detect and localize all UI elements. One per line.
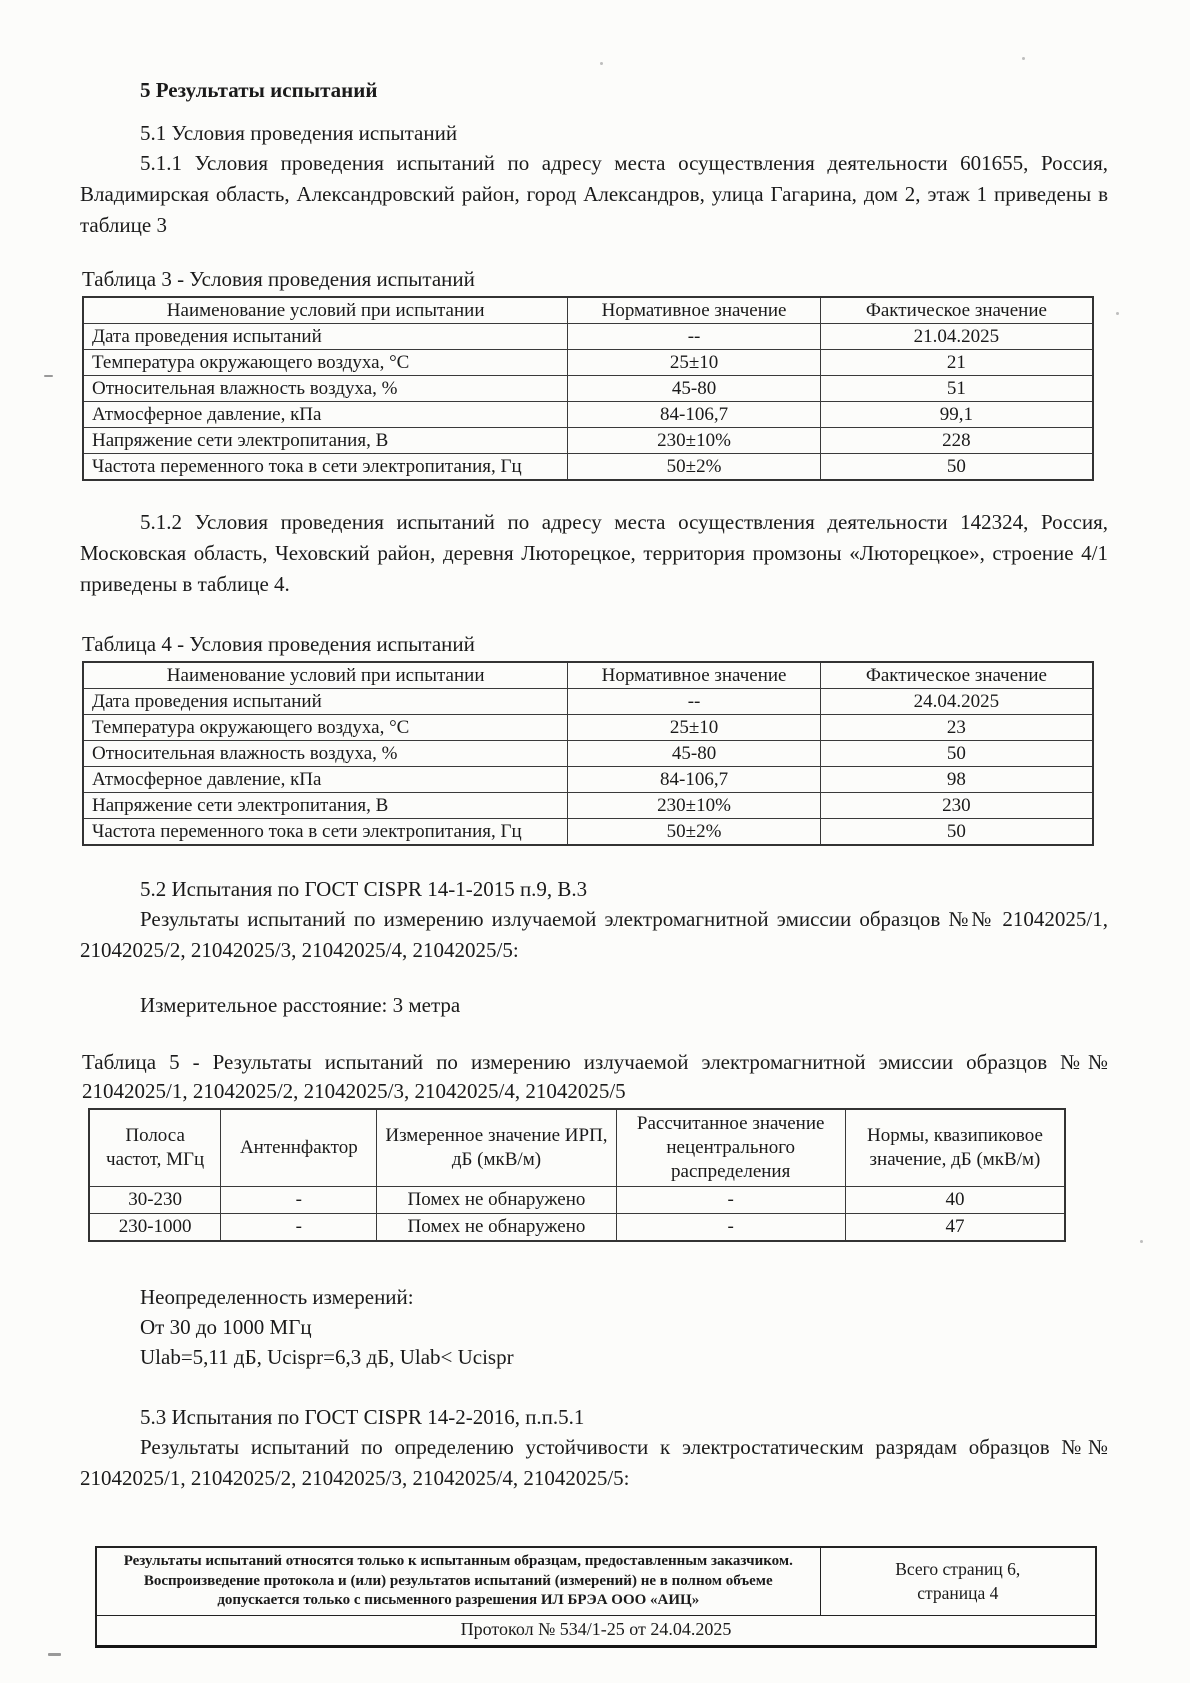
section-5-3-heading: 5.3 Испытания по ГОСТ CISPR 14-2-2016, п.п.5.1 — [140, 1405, 585, 1429]
table-row — [83, 741, 1093, 767]
scan-artifact — [1116, 312, 1119, 315]
table-cell: 24.04.2025 — [820, 689, 1093, 715]
paragraph-5-1-1: 5.1.1 Условия проведения испытаний по адресу места осуществления деятельности 601655, Россия, Владимирская область, Александровский район, город Александров, улица Гагарина, дом 2, этаж 1 приведены в таблице 3 — [80, 151, 1108, 237]
table5-caption: Таблица 5 - Результаты испытаний по измерению излучаемой электромагнитной эмиссии образцов №№ 21042025/1, 21042025/2, 21042025/3, 21042025/4, 21042025/5 — [82, 1050, 1108, 1103]
table-row — [83, 402, 1093, 428]
column-header: Фактическое значение — [820, 662, 1093, 689]
table-cell: 21 — [820, 350, 1093, 376]
table-cell: 50 — [820, 819, 1093, 846]
table-row — [83, 689, 1093, 715]
table-cell: 21.04.2025 — [820, 324, 1093, 350]
section-5-heading: 5 Результаты испытаний — [140, 78, 378, 102]
table-cell: 25±10 — [568, 350, 821, 376]
table-header-row — [89, 1109, 1065, 1187]
table-cell: Помех не обнаружено — [377, 1187, 616, 1214]
footer-disclaimer-line: допускается только с письменного разрешения ИЛ БРЭА ООО «АИЦ» — [217, 1592, 700, 1608]
footer-row — [97, 1548, 1095, 1616]
column-header: Фактическое значение — [820, 297, 1093, 324]
table-row — [83, 819, 1093, 846]
table-header-row — [83, 297, 1093, 324]
table-cell: 47 — [845, 1214, 1065, 1242]
table-cell: Дата проведения испытаний — [83, 324, 568, 350]
table-cell: - — [616, 1214, 845, 1242]
section-5-1-heading: 5.1 Условия проведения испытаний — [140, 121, 458, 145]
table-cell: 230-1000 — [89, 1214, 221, 1242]
table-cell: Относительная влажность воздуха, % — [83, 376, 568, 402]
table-cell: Частота переменного тока в сети электропитания, Гц — [83, 819, 568, 846]
table-row — [83, 428, 1093, 454]
column-header: Нормативное значение — [568, 297, 821, 324]
paragraph-5-1-2: 5.1.2 Условия проведения испытаний по адресу места осуществления деятельности 142324, Россия, Московская область, Чеховский район, деревня Люторецкое, территория промзоны «Люторецкое», строение 4/1 приведены в таблице 4. — [80, 510, 1108, 596]
table-cell: 23 — [820, 715, 1093, 741]
table-row — [89, 1214, 1065, 1242]
table-cell: 230±10% — [568, 428, 821, 454]
scan-artifact — [1022, 57, 1025, 60]
table-cell: 45-80 — [568, 376, 821, 402]
table-row — [89, 1187, 1065, 1214]
table-cell: 50±2% — [568, 819, 821, 846]
table-cell: Температура окружающего воздуха, °С — [83, 350, 568, 376]
table-cell: -- — [568, 689, 821, 715]
footer-disclaimer-line: Воспроизведение протокола и (или) результатов испытаний (измерений) не в полном объеме — [143, 1572, 773, 1589]
column-header: Наименование условий при испытании — [83, 297, 568, 324]
column-header: Антеннфактор — [221, 1109, 377, 1187]
table4-conditions — [82, 661, 1094, 846]
table-cell: 230±10% — [568, 793, 821, 819]
table-cell: - — [221, 1214, 377, 1242]
table-cell: 51 — [820, 376, 1093, 402]
footer-table — [95, 1546, 1097, 1648]
table-cell: Относительная влажность воздуха, % — [83, 741, 568, 767]
table-cell: 99,1 — [820, 402, 1093, 428]
scan-artifact — [1140, 1240, 1143, 1243]
page-footer — [95, 1546, 1097, 1648]
section-5-2-heading: 5.2 Испытания по ГОСТ CISPR 14-1-2015 п.9, В.3 — [140, 877, 588, 901]
column-header: Наименование условий при испытании — [83, 662, 568, 689]
measurement-distance: Измерительное расстояние: 3 метра — [140, 993, 461, 1017]
table-cell: Температура окружающего воздуха, °С — [83, 715, 568, 741]
scan-artifact — [48, 1653, 61, 1656]
table-cell: 25±10 — [568, 715, 821, 741]
table5-emission-results — [88, 1108, 1066, 1242]
column-header: Полоса частот, МГц — [89, 1109, 221, 1187]
footer-disclaimer — [97, 1548, 821, 1615]
table-cell: 84-106,7 — [568, 402, 821, 428]
table-header-row — [83, 662, 1093, 689]
table-cell: Атмосферное давление, кПа — [83, 402, 568, 428]
table-row — [83, 715, 1093, 741]
table-cell: Напряжение сети электропитания, В — [83, 793, 568, 819]
table-cell: - — [616, 1187, 845, 1214]
table-cell: 50 — [820, 741, 1093, 767]
table-cell: 45-80 — [568, 741, 821, 767]
paragraph-5-3: Результаты испытаний по определению устойчивости к электростатическим разрядам образцов №№ 21042025/1, 21042025/2, 21042025/3, 21042025/4, 21042025/5: — [80, 1435, 1108, 1490]
footer-disclaimer-line: Результаты испытаний относятся только к испытанным образцам, предоставленным заказчиком. — [123, 1553, 793, 1569]
paragraph-5-2: Результаты испытаний по измерению излучаемой электромагнитной эмиссии образцов №№ 21042025/1, 21042025/2, 21042025/3, 21042025/4, 21042025/5: — [80, 907, 1108, 962]
table-cell: 84-106,7 — [568, 767, 821, 793]
table-row — [83, 376, 1093, 402]
footer-page-count — [821, 1548, 1095, 1615]
table-row — [83, 350, 1093, 376]
table-cell: Атмосферное давление, кПа — [83, 767, 568, 793]
table-cell: 40 — [845, 1187, 1065, 1214]
table-cell: Помех не обнаружено — [377, 1214, 616, 1242]
table3-caption: Таблица 3 - Условия проведения испытаний — [82, 267, 475, 291]
table-cell: Дата проведения испытаний — [83, 689, 568, 715]
table-row — [83, 767, 1093, 793]
table-row — [83, 793, 1093, 819]
scan-artifact — [600, 62, 603, 65]
table3-conditions — [82, 296, 1094, 481]
table-cell: 230 — [820, 793, 1093, 819]
uncertainty-range: От 30 до 1000 МГц — [140, 1315, 312, 1339]
uncertainty-block — [140, 1282, 1108, 1372]
uncertainty-title: Неопределенность измерений: — [140, 1285, 414, 1309]
table-row — [83, 324, 1093, 350]
table-cell: Напряжение сети электропитания, В — [83, 428, 568, 454]
table-cell: 30-230 — [89, 1187, 221, 1214]
table-cell: - — [221, 1187, 377, 1214]
footer-page-number: страница 4 — [917, 1583, 999, 1604]
table-cell: 228 — [820, 428, 1093, 454]
table-row — [83, 454, 1093, 481]
uncertainty-values: Ulab=5,11 дБ, Ucispr=6,3 дБ, Ulab< Ucispr — [140, 1345, 514, 1369]
table4-caption: Таблица 4 - Условия проведения испытаний — [82, 632, 475, 656]
column-header: Нормы, квазипиковое значение, дБ (мкВ/м) — [845, 1109, 1065, 1187]
footer-pages-total: Всего страниц 6, — [895, 1559, 1021, 1580]
table-cell: Частота переменного тока в сети электропитания, Гц — [83, 454, 568, 481]
column-header: Измеренное значение ИРП, дБ (мкВ/м) — [377, 1109, 616, 1187]
footer-protocol-number: Протокол № 534/1-25 от 24.04.2025 — [460, 1618, 732, 1639]
scan-artifact — [44, 375, 53, 377]
table-cell: 50±2% — [568, 454, 821, 481]
table-cell: 98 — [820, 767, 1093, 793]
table-cell: 50 — [820, 454, 1093, 481]
column-header: Рассчитанное значение нецентрального распределения — [616, 1109, 845, 1187]
table-cell: -- — [568, 324, 821, 350]
column-header: Нормативное значение — [568, 662, 821, 689]
